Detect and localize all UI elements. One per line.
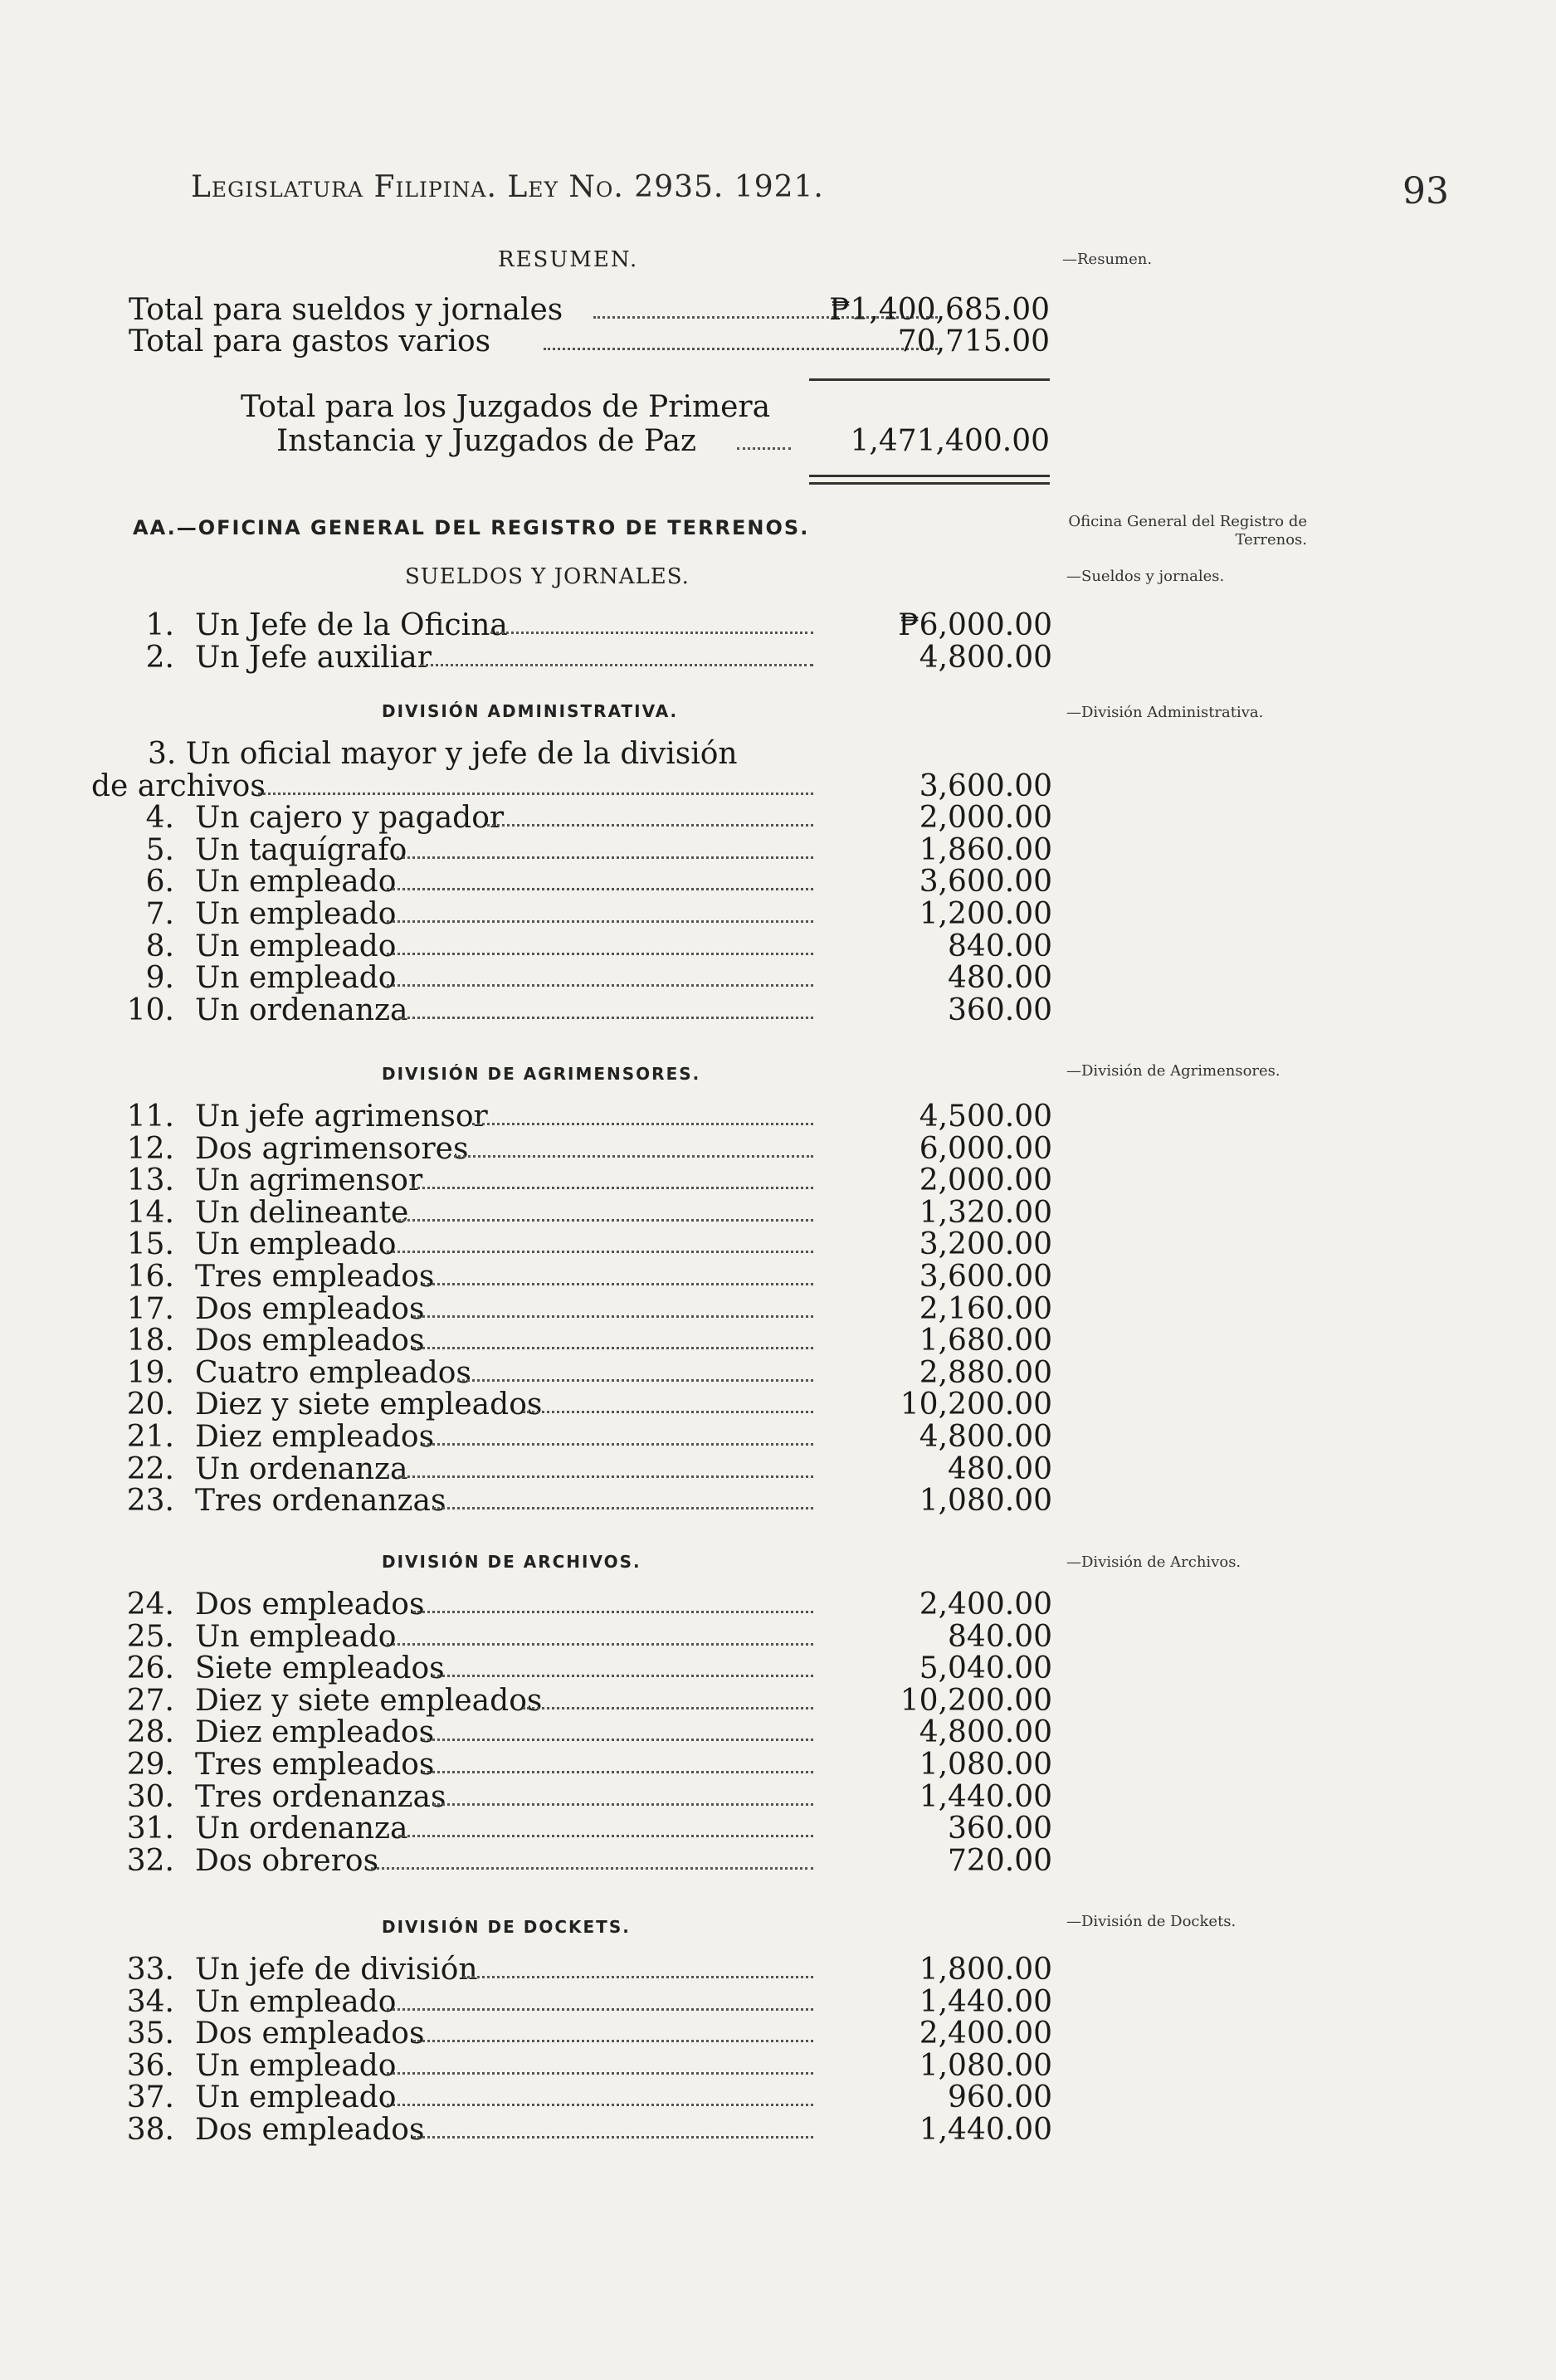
list-item <box>0 1165 1556 1197</box>
item-text: Un empleado <box>195 1984 397 2019</box>
section-margin-note: —División de Dockets. <box>1066 1913 1237 1930</box>
item-amount: 2,400.00 <box>919 1587 1052 1622</box>
resumen-line <box>129 326 1050 358</box>
list-item <box>0 1355 1556 1390</box>
dot-leader <box>523 1707 813 1709</box>
sum-rule <box>809 378 1050 381</box>
item-text: Diez y siete empleados <box>195 1388 543 1422</box>
list-item <box>0 1422 1556 1453</box>
double-rule-top <box>809 475 1050 477</box>
item-number: 28. <box>126 1715 174 1750</box>
section-heading: DIVISIÓN DE DOCKETS. <box>382 1917 631 1937</box>
list-item <box>0 1291 1556 1326</box>
list-item <box>0 1589 1556 1621</box>
item-amount: 360.00 <box>948 1812 1052 1846</box>
list-item <box>0 1685 1556 1717</box>
resumen-total-text-2: Instancia y Juzgados de Paz <box>276 424 696 458</box>
item-text: Un Jefe auxiliar <box>195 640 432 675</box>
list-item <box>0 963 1556 994</box>
item-amount: 1,680.00 <box>919 1324 1052 1358</box>
dot-leader <box>490 632 813 634</box>
dot-leader <box>463 1976 813 1978</box>
list-item <box>0 1653 1556 1685</box>
item-amount: 960.00 <box>948 2080 1052 2115</box>
dot-leader <box>433 1507 813 1509</box>
item-text: Diez empleados <box>195 1420 435 1454</box>
item-number: 34. <box>126 1984 174 2019</box>
list-item <box>0 992 1556 1027</box>
dot-leader <box>398 1219 813 1222</box>
list-item <box>0 2114 1556 2146</box>
list-item <box>0 1229 1556 1261</box>
item-text: Un jefe agrimensor <box>195 1100 488 1134</box>
resumen-total-text-1: Total para los Juzgados de Primera <box>241 390 771 424</box>
item-text: Cuatro empleados <box>195 1355 471 1390</box>
item-amount: 720.00 <box>948 1843 1052 1878</box>
item-number: 36. <box>126 2048 174 2083</box>
dot-leader <box>387 2008 813 2011</box>
item-amount: 3,600.00 <box>919 768 1052 803</box>
dot-leader <box>422 1771 813 1773</box>
list-item <box>0 1843 1556 1878</box>
item-amount: ₱6,000.00 <box>898 608 1052 642</box>
item-text: Un empleado <box>195 1619 397 1654</box>
office-sub-margin-note: —Sueldos y jornales. <box>1066 568 1225 585</box>
list-item <box>0 610 1556 641</box>
list-item <box>0 1779 1556 1814</box>
page-number: 93 <box>1402 170 1449 212</box>
item-amount: 1,440.00 <box>919 1984 1052 2019</box>
item-number: 18. <box>126 1324 174 1358</box>
item-amount: 480.00 <box>948 1451 1052 1486</box>
item-text: de archivos <box>91 768 266 803</box>
item-text: Un empleado <box>195 865 397 900</box>
dot-leader <box>413 1347 813 1349</box>
list-item <box>0 866 1556 898</box>
item-number: 26. <box>126 1651 174 1686</box>
item-amount: 2,160.00 <box>919 1291 1052 1326</box>
dot-leader <box>398 1475 813 1478</box>
resumen-total-amount: 1,471,400.00 <box>850 424 1050 458</box>
item-number: 30. <box>126 1779 174 1814</box>
item-text: Dos agrimensores <box>195 1131 469 1166</box>
dot-leader <box>387 2072 813 2075</box>
resumen-total-line2 <box>276 426 1050 457</box>
item-amount: 4,800.00 <box>919 1420 1052 1454</box>
item-text: Dos empleados <box>195 1324 425 1358</box>
item-amount: 1,800.00 <box>919 1953 1052 1987</box>
dot-leader <box>487 824 813 827</box>
resumen-line-text: Total para sueldos y jornales <box>129 293 563 327</box>
dot-leader <box>387 1643 813 1646</box>
item-number: 4. <box>145 801 174 836</box>
item-amount: 480.00 <box>948 961 1052 996</box>
item-amount: 3,600.00 <box>919 1260 1052 1294</box>
item-amount: 1,080.00 <box>919 1748 1052 1782</box>
resumen-line-amount: ₱1,400,685.00 <box>829 293 1050 327</box>
dot-leader <box>258 793 813 795</box>
item-number: 38. <box>126 2113 174 2147</box>
item-amount: 10,200.00 <box>900 1683 1052 1718</box>
list-item <box>0 1619 1556 1654</box>
item-number: 2. <box>145 640 174 675</box>
item-text: Un empleado <box>195 2048 397 2083</box>
item-number: 35. <box>126 2017 174 2051</box>
item-amount: 5,040.00 <box>919 1651 1052 1686</box>
item-text: Un Jefe de la Oficina <box>195 608 508 642</box>
item-text: Un empleado <box>195 929 397 963</box>
item-text: Un ordenanza <box>195 992 408 1027</box>
section-heading: DIVISIÓN DE AGRIMENSORES. <box>382 1064 701 1084</box>
dot-leader <box>413 2040 813 2042</box>
dot-leader <box>457 1379 813 1382</box>
item-number: 13. <box>126 1163 174 1198</box>
dot-leader <box>387 1251 813 1253</box>
item-amount: 840.00 <box>948 1619 1052 1654</box>
item-number: 5. <box>145 832 174 867</box>
resumen-line-text: Total para gastos varios <box>129 324 491 358</box>
item-text: Dos empleados <box>195 1291 425 1326</box>
dot-leader <box>422 1443 813 1446</box>
item-text: Un agrimensor <box>195 1163 423 1198</box>
item-number: 15. <box>126 1227 174 1262</box>
item-number: 9. <box>145 961 174 996</box>
item-text: Dos empleados <box>195 2113 425 2147</box>
item-amount: 1,080.00 <box>919 1484 1052 1519</box>
item-number: 16. <box>126 1260 174 1294</box>
item-amount: 2,400.00 <box>919 2017 1052 2051</box>
list-item <box>0 1451 1556 1486</box>
item-text: Un ordenanza <box>195 1812 408 1846</box>
dot-leader <box>454 1155 813 1158</box>
item-amount: 1,320.00 <box>919 1195 1052 1230</box>
item-amount: 1,440.00 <box>919 1779 1052 1814</box>
list-item <box>0 2048 1556 2083</box>
dot-leader <box>397 856 813 859</box>
item-number: 14. <box>126 1195 174 1230</box>
dot-leader <box>413 1315 813 1318</box>
item-amount: 1,200.00 <box>919 897 1052 931</box>
item-text: Un empleado <box>195 1227 397 1262</box>
item-number: 21. <box>126 1420 174 1454</box>
list-item <box>0 2082 1556 2114</box>
item-text: Dos empleados <box>195 2017 425 2051</box>
item-text: Un delineante <box>195 1195 409 1230</box>
list-item <box>0 802 1556 834</box>
list-item <box>0 1954 1556 1986</box>
list-item <box>0 2018 1556 2050</box>
item-text: Tres empleados <box>195 1260 435 1294</box>
list-item <box>0 1197 1556 1229</box>
item-text: Un empleado <box>195 897 397 931</box>
item-text: Dos empleados <box>195 1587 425 1622</box>
item-text: Siete empleados <box>195 1651 445 1686</box>
item-number: 1. <box>145 608 174 642</box>
double-rule-bottom <box>809 482 1050 485</box>
section-heading: DIVISIÓN DE ARCHIVOS. <box>382 1552 641 1572</box>
item-number: 27. <box>126 1683 174 1718</box>
item-number: 25. <box>126 1619 174 1654</box>
dot-leader <box>523 1411 813 1413</box>
dot-leader <box>737 447 791 450</box>
item-text: Un jefe de división <box>195 1953 478 1987</box>
dot-leader <box>387 920 813 923</box>
item-amount: 2,000.00 <box>919 801 1052 836</box>
dot-leader <box>387 888 813 890</box>
dot-leader <box>413 1611 813 1613</box>
list-item <box>0 899 1556 930</box>
dot-leader <box>433 1803 813 1806</box>
item-amount: 1,080.00 <box>919 2048 1052 2083</box>
item-number: 12. <box>126 1131 174 1166</box>
dot-leader <box>420 664 813 666</box>
list-item <box>0 1131 1556 1166</box>
dot-leader <box>544 348 938 350</box>
dot-leader <box>413 2136 813 2139</box>
dot-leader <box>422 1739 813 1741</box>
item-number: 8. <box>145 929 174 963</box>
item-number: 32. <box>126 1843 174 1878</box>
item-text: Dos obreros <box>195 1843 379 1878</box>
item-first-line: 3. Un oficial mayor y jefe de la división <box>148 737 738 771</box>
list-item <box>0 1717 1556 1748</box>
item-number: 37. <box>126 2080 174 2115</box>
item-text: Un empleado <box>195 961 397 996</box>
office-sub-heading: SUELDOS Y JORNALES. <box>405 564 690 589</box>
item-number: 11. <box>126 1100 174 1134</box>
office-margin-note: Oficina General del Registro de Terrenos. <box>1068 513 1307 549</box>
item-amount: 4,500.00 <box>919 1100 1052 1134</box>
resumen-line <box>129 295 1050 326</box>
item-amount: 2,880.00 <box>919 1355 1052 1390</box>
list-item <box>0 642 1556 674</box>
item-number: 19. <box>126 1355 174 1390</box>
dot-leader <box>412 1187 813 1189</box>
section-margin-note: —División de Agrimensores. <box>1066 1062 1280 1080</box>
section-heading: DIVISIÓN ADMINISTRATIVA. <box>382 701 679 721</box>
item-amount: 10,200.00 <box>900 1388 1052 1422</box>
item-amount: 1,440.00 <box>919 2113 1052 2147</box>
list-item <box>0 1325 1556 1357</box>
item-number: 6. <box>145 865 174 900</box>
running-head: Legislatura Filipina. Ley No. 2935. 1921. <box>191 170 824 204</box>
item-text: Un ordenanza <box>195 1451 408 1486</box>
item-number: 24. <box>126 1587 174 1622</box>
item-amount: 4,800.00 <box>919 640 1052 675</box>
resumen-line-amount: 70,715.00 <box>897 324 1050 358</box>
dot-leader <box>422 1283 813 1285</box>
item-text: Diez empleados <box>195 1715 435 1750</box>
item-number: 33. <box>126 1953 174 1987</box>
dot-leader <box>387 953 813 955</box>
item-text: Tres ordenanzas <box>195 1779 446 1814</box>
resumen-total-line1 <box>241 392 822 423</box>
item-amount: 360.00 <box>948 992 1052 1027</box>
item-text: Un cajero y pagador <box>195 801 505 836</box>
item-number: 29. <box>126 1748 174 1782</box>
item-number: 20. <box>126 1388 174 1422</box>
section-margin-note: —División de Archivos. <box>1066 1553 1241 1571</box>
dot-leader <box>371 1867 813 1870</box>
list-item <box>0 931 1556 963</box>
item-text: Diez y siete empleados <box>195 1683 543 1718</box>
office-heading: AA.—OFICINA GENERAL DEL REGISTRO DE TERRENOS. <box>133 516 810 539</box>
dot-leader <box>387 984 813 987</box>
item-amount: 1,860.00 <box>919 832 1052 867</box>
list-item <box>0 1485 1556 1517</box>
item-number: 10. <box>126 992 174 1027</box>
list-item <box>0 1261 1556 1293</box>
item-number: 22. <box>126 1451 174 1486</box>
item-amount: 6,000.00 <box>919 1131 1052 1166</box>
item-text: Un taquígrafo <box>195 832 407 867</box>
item-number: 23. <box>126 1484 174 1519</box>
list-item <box>0 768 1556 803</box>
item-amount: 3,200.00 <box>919 1227 1052 1262</box>
section-margin-note: —División Administrativa. <box>1066 704 1264 721</box>
list-item <box>0 1749 1556 1781</box>
dot-leader <box>432 1675 813 1677</box>
list-item <box>0 1389 1556 1421</box>
item-text: Tres empleados <box>195 1748 435 1782</box>
dot-leader <box>387 2104 813 2106</box>
dot-leader <box>472 1123 813 1125</box>
list-item <box>0 832 1556 867</box>
resumen-margin-note: —Resumen. <box>1062 251 1153 268</box>
item-amount: 840.00 <box>948 929 1052 963</box>
item-text: Tres ordenanzas <box>195 1484 446 1519</box>
list-item <box>0 1101 1556 1133</box>
dot-leader <box>398 1835 813 1837</box>
item-number: 7. <box>145 897 174 931</box>
list-item <box>0 1813 1556 1845</box>
item-number: 17. <box>126 1291 174 1326</box>
item-text: Un empleado <box>195 2080 397 2115</box>
item-number: 31. <box>126 1812 174 1846</box>
item-amount: 3,600.00 <box>919 865 1052 900</box>
resumen-heading: RESUMEN. <box>498 247 639 272</box>
dot-leader <box>398 1017 813 1019</box>
list-item <box>0 1984 1556 2019</box>
item-amount: 4,800.00 <box>919 1715 1052 1750</box>
item-amount: 2,000.00 <box>919 1163 1052 1198</box>
